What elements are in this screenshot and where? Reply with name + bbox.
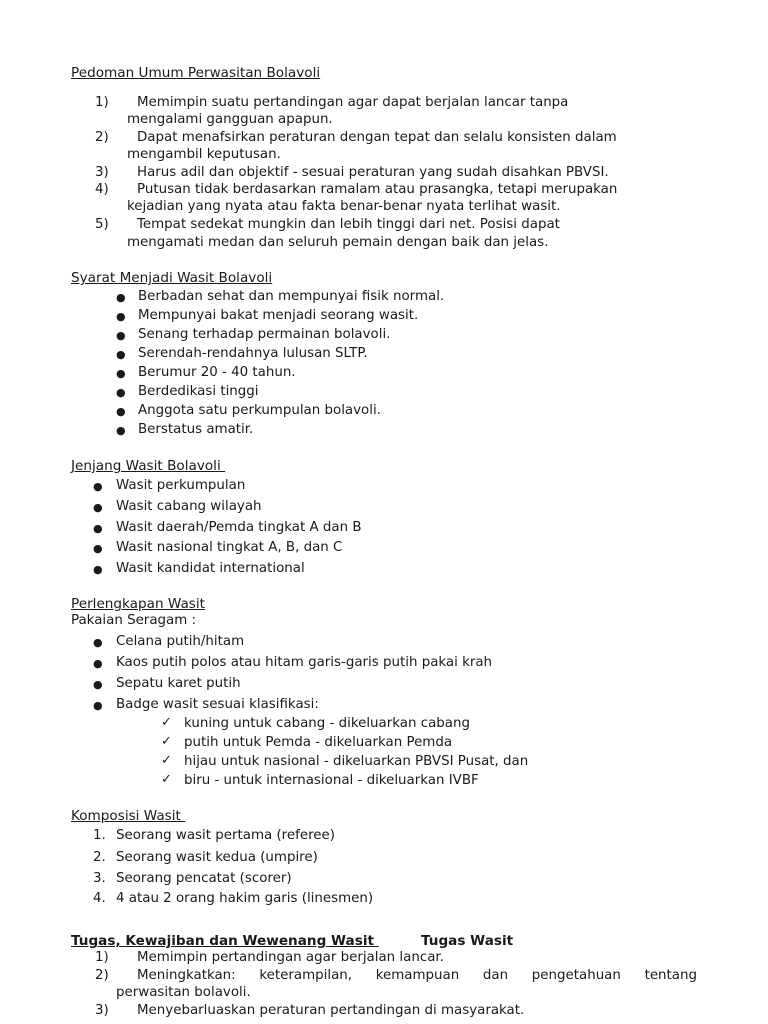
list-item-text: Dapat menafsirkan peraturan dengan tepat dan selalu konsisten dalam xyxy=(137,130,617,145)
list-number: 1) xyxy=(95,95,109,110)
section-title-pedoman: Pedoman Umum Perwasitan Bolavoli xyxy=(71,65,321,81)
section-title-tugas: Tugas, Kewajiban dan Wewenang Wasit xyxy=(71,933,379,949)
list-item-text: mengalami gangguan apapun. xyxy=(127,112,333,127)
bullet-icon: ● xyxy=(116,405,126,418)
list-item-text: Tempat sedekat mungkin dan lebih tinggi dari net. Posisi dapat xyxy=(137,217,560,232)
list-item-text: Wasit perkumpulan xyxy=(116,478,246,493)
section-title-komposisi: Komposisi Wasit xyxy=(71,808,186,824)
list-number: 3) xyxy=(95,1003,109,1018)
bullet-icon: ● xyxy=(93,542,103,555)
list-item-text: Memimpin suatu pertandingan agar dapat berjalan lancar tanpa xyxy=(137,95,569,110)
bullet-icon: ● xyxy=(93,501,103,514)
bullet-icon: ● xyxy=(116,329,126,342)
checkmark-icon: ✓ xyxy=(161,772,172,787)
list-number: 5) xyxy=(95,217,109,232)
list-item-text: Seorang pencatat (scorer) xyxy=(116,871,292,886)
list-number: 4. xyxy=(93,891,106,906)
bullet-icon: ● xyxy=(93,480,103,493)
section-title-syarat: Syarat Menjadi Wasit Bolavoli xyxy=(71,270,273,286)
list-item-text: Berstatus amatir. xyxy=(138,422,254,437)
bullet-icon: ● xyxy=(93,699,103,712)
list-number: 1) xyxy=(95,950,109,965)
list-item-text: Celana putih/hitam xyxy=(116,634,245,649)
bullet-icon: ● xyxy=(116,348,126,361)
bullet-icon: ● xyxy=(116,424,126,437)
list-number: 2) xyxy=(95,130,109,145)
list-item-text: Wasit kandidat international xyxy=(116,561,305,576)
list-number: 3) xyxy=(95,165,109,180)
bullet-icon: ● xyxy=(93,563,103,576)
list-number: 3. xyxy=(93,871,106,886)
list-item-text: Menyebarluaskan peraturan pertandingan di masyarakat. xyxy=(137,1003,525,1018)
checklist-item-text: kuning untuk cabang - dikeluarkan cabang xyxy=(184,716,470,731)
list-number: 2) xyxy=(95,968,109,983)
list-item-text: Wasit daerah/Pemda tingkat A dan B xyxy=(116,520,362,535)
list-item-text: Seorang wasit pertama (referee) xyxy=(116,828,335,843)
list-item-text: Kaos putih polos atau hitam garis-garis putih pakai krah xyxy=(116,655,493,670)
list-item-text: Berumur 20 - 40 tahun. xyxy=(138,365,296,380)
list-item-text: 4 atau 2 orang hakim garis (linesmen) xyxy=(116,891,374,906)
section-title-perlengkapan: Perlengkapan Wasit xyxy=(71,596,205,612)
list-item-text: mengamati medan dan seluruh pemain dengan baik dan jelas. xyxy=(127,235,549,250)
list-item-text: Harus adil dan objektif - sesuai peraturan yang sudah disahkan PBVSI. xyxy=(137,165,609,180)
checklist-item-text: biru - untuk internasional - dikeluarkan IVBF xyxy=(184,773,479,788)
list-number: 2. xyxy=(93,850,106,865)
list-item-text: Putusan tidak berdasarkan ramalam atau prasangka, tetapi merupakan xyxy=(137,182,618,197)
checkmark-icon: ✓ xyxy=(161,734,172,749)
list-item-text: perwasitan bolavoli. xyxy=(116,985,251,1000)
list-item-text: Badge wasit sesuai klasifikasi: xyxy=(116,697,319,712)
list-number: 4) xyxy=(95,182,109,197)
section-title-jenjang: Jenjang Wasit Bolavoli xyxy=(71,458,226,474)
subheading-tugas-wasit: Tugas Wasit xyxy=(421,933,514,949)
bullet-icon: ● xyxy=(116,367,126,380)
bullet-icon: ● xyxy=(93,522,103,535)
list-item-text: Wasit nasional tingkat A, B, dan C xyxy=(116,540,343,555)
list-item-text: Berbadan sehat dan mempunyai fisik normal. xyxy=(138,289,445,304)
list-item-text: kejadian yang nyata atau fakta benar-benar nyata terlihat wasit. xyxy=(127,199,561,214)
bullet-icon: ● xyxy=(93,678,103,691)
list-number: 1. xyxy=(93,828,106,843)
checkmark-icon: ✓ xyxy=(161,715,172,730)
list-item-text: Anggota satu perkumpulan bolavoli. xyxy=(138,403,381,418)
list-item-text: Senang terhadap permainan bolavoli. xyxy=(138,327,391,342)
bullet-icon: ● xyxy=(116,386,126,399)
list-item-text: Sepatu karet putih xyxy=(116,676,241,691)
list-item-text: Berdedikasi tinggi xyxy=(138,384,259,399)
list-item-text: Memimpin pertandingan agar berjalan lancar. xyxy=(137,950,444,965)
list-item-text: Meningkatkan: keterampilan, kemampuan dan pengetahuan tentang xyxy=(137,968,697,983)
checklist-item-text: putih untuk Pemda - dikeluarkan Pemda xyxy=(184,735,453,750)
bullet-icon: ● xyxy=(116,310,126,323)
list-item-text: Seorang wasit kedua (umpire) xyxy=(116,850,318,865)
list-item-text: mengambil keputusan. xyxy=(127,147,281,162)
checkmark-icon: ✓ xyxy=(161,753,172,768)
bullet-icon: ● xyxy=(93,657,103,670)
bullet-icon: ● xyxy=(93,636,103,649)
bullet-icon: ● xyxy=(116,291,126,304)
list-item-text: Serendah-rendahnya lulusan SLTP. xyxy=(138,346,368,361)
list-item-text: Wasit cabang wilayah xyxy=(116,499,262,514)
checklist-item-text: hijau untuk nasional - dikeluarkan PBVSI Pusat, dan xyxy=(184,754,529,769)
list-item-text: Mempunyai bakat menjadi seorang wasit. xyxy=(138,308,419,323)
subheading-pakaian: Pakaian Seragam : xyxy=(71,613,197,628)
